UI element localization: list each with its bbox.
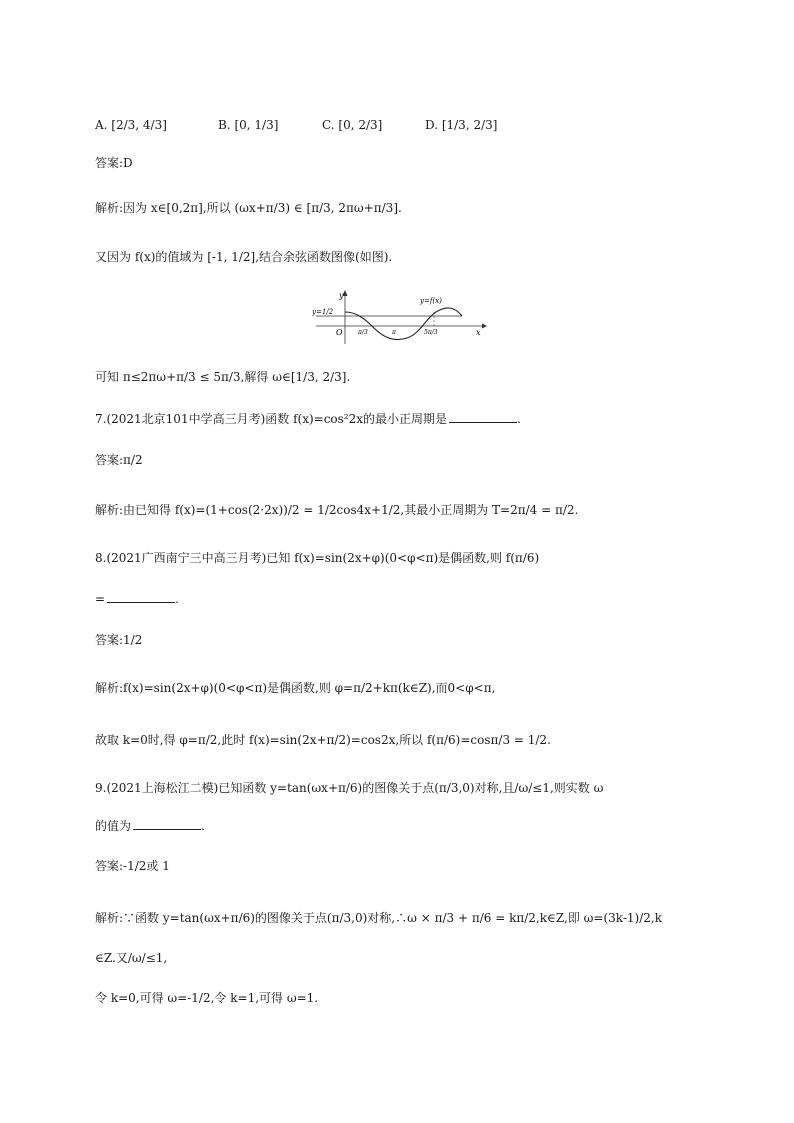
q7-stem-text: 7.(2021北京101中学高三月考)函数 f(x)=cos²2x的最小正周期是 [95,412,448,426]
q9-solution-line-2: ∈Z.又/ω/≤1, [95,951,168,965]
q8-solution-line-2: 故取 k=0时,得 φ=π/2,此时 f(x)=sin(2x+π/2)=cos2x,所以 f(π/6)=cosπ/3 = 1/2. [95,733,551,747]
curve-label: y=f(x) [420,297,442,305]
q9-answer: 答案:-1/2或 1 [95,859,170,873]
tick-pi-3: π/3 [358,329,368,336]
x-label: x [476,328,481,337]
q7-stem: 7.(2021北京101中学高三月考)函数 f(x)=cos²2x的最小正周期是 . [95,412,521,426]
origin-label: O [336,328,343,337]
option-b: B. [0, 1/3] [218,118,279,132]
q6-answer: 答案:D [95,156,133,170]
hline-label: y=1/2 [312,308,334,316]
q6-solution-line-3: 可知 π≤2πω+π/3 ≤ 5π/3,解得 ω∈[1/3, 2/3]. [95,370,351,384]
tick-pi: π [392,329,396,336]
option-a: A. [2/3, 4/3] [95,118,167,132]
q9-stem2-text: 的值为 [95,819,132,833]
q8-stem2-text: = [95,592,106,606]
q7-blank [449,410,517,423]
q9-solution-line-1: 解析:∵函数 y=tan(ωx+π/6)的图像关于点(π/3,0)对称,∴ω × π/3 + π/6 = kπ/2,k∈Z,即 ω=(3k-1)/2,k [95,911,663,925]
option-d: D. [1/3, 2/3] [425,118,498,132]
q9-solution-line-3: 令 k=0,可得 ω=-1/2,令 k=1,可得 ω=1. [95,991,319,1005]
q7-answer: 答案:π/2 [95,453,143,467]
y-label: y [339,291,344,300]
q8-solution-line-1: 解析:f(x)=sin(2x+φ)(0<φ<π)是偶函数,则 φ=π/2+kπ(k∈Z),而0<φ<π, [95,681,496,695]
q8-stem-2: = . [95,592,179,606]
q9-stem-2: 的值为 . [95,819,205,833]
q8-blank [107,590,175,603]
cosine-graph [312,290,487,346]
q6-solution-line-1: 解析:因为 x∈[0,2π],所以 (ωx+π/3) ∈ [π/3, 2πω+π/3]. [95,201,402,215]
q8-answer: 答案:1/2 [95,633,143,647]
option-c: C. [0, 2/3] [322,118,383,132]
q6-solution-line-2: 又因为 f(x)的值域为 [-1, 1/2],结合余弦函数图像(如图). [95,250,393,264]
q9-blank [133,817,201,830]
q7-solution: 解析:由已知得 f(x)=(1+cos(2·2x))/2 = 1/2cos4x+1/2,其最小正周期为 T=2π/4 = π/2. [95,503,579,517]
q8-stem: 8.(2021广西南宁三中高三月考)已知 f(x)=sin(2x+φ)(0<φ<π)是偶函数,则 f(π/6) [95,551,540,565]
x-axis-arrow [482,324,487,329]
tick-5pi-3: 5π/3 [424,329,438,336]
q9-stem: 9.(2021上海松江二模)已知函数 y=tan(ωx+π/6)的图像关于点(π/3,0)对称,且/ω/≤1,则实数 ω [95,781,604,795]
